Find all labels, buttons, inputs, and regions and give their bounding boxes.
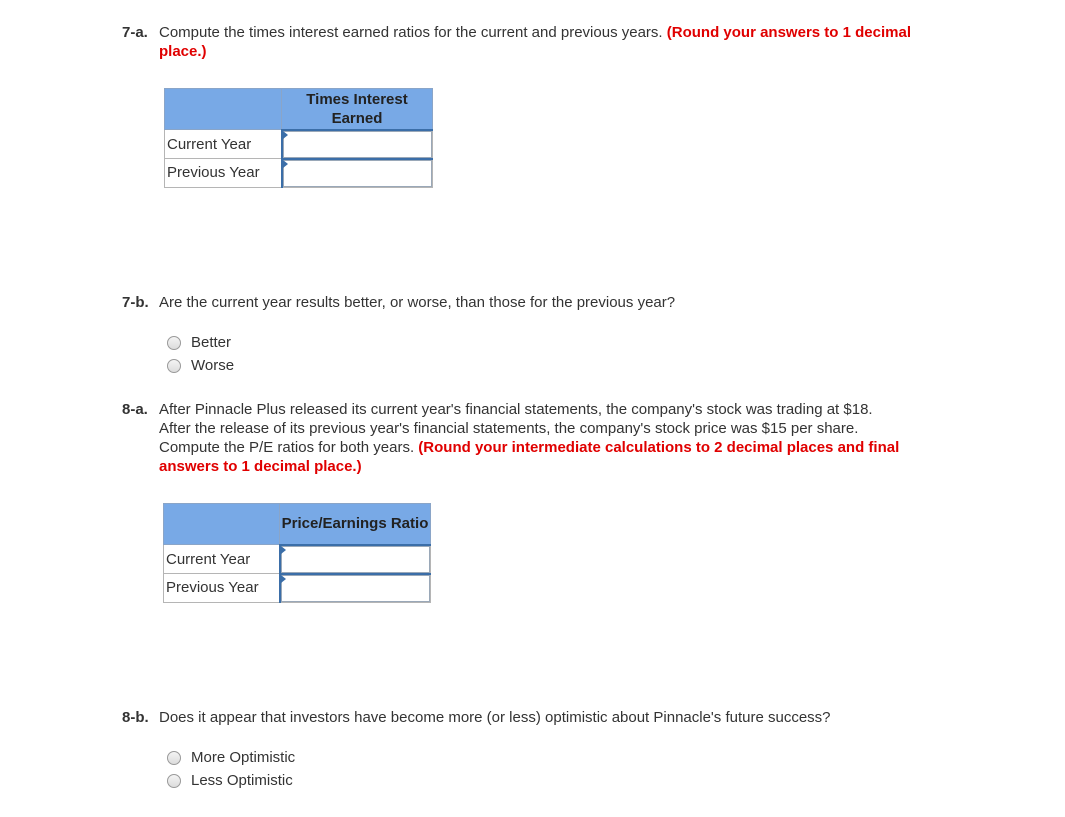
answer-cell [280,574,431,603]
current-year-pe-input[interactable] [281,546,431,573]
table-header-blank [165,89,282,130]
radio-button[interactable] [167,751,181,765]
row-label: Previous Year [165,159,282,188]
input-marker-icon [281,575,286,583]
row-label: Previous Year [164,574,280,603]
column-header: Price/Earnings Ratio [280,504,431,545]
input-marker-icon [281,546,286,554]
question-prompt: After Pinnacle Plus released its current year's financial statements, the company's stock was trading at $18. After the release of its previous year's financial statements, the company's stock price was $15 per share. Compute the P/E ratios for both years. [159,401,873,456]
question-8b [122,708,912,727]
radio-option-less-optimistic[interactable] [167,769,295,792]
radio-button[interactable] [167,774,181,788]
question-text: Does it appear that investors have become more (or less) optimistic about Pinnacle's future success? [159,709,831,726]
input-marker-icon [283,131,288,139]
question-7a [122,23,912,61]
question-prompt: Compute the times interest earned ratios for the current and previous years. [159,24,663,41]
answer-cell [282,130,433,159]
row-label: Current Year [165,130,282,159]
radio-option-better[interactable] [167,331,234,354]
question-7b [122,293,912,312]
question-number: 8-b. [122,709,149,726]
table-row [164,574,431,603]
answer-cell [282,159,433,188]
rounding-hint: (Round your answers to 1 decimal place.) [159,24,911,60]
question-text [159,23,912,61]
question-number: 7-a. [122,24,148,41]
question-8a [122,400,902,476]
radio-button[interactable] [167,359,181,373]
radio-group-8b [167,746,295,792]
row-label: Current Year [164,545,280,574]
radio-option-more-optimistic[interactable] [167,746,295,769]
question-number: 8-a. [122,401,148,418]
column-header: Times Interest Earned [282,89,433,130]
question-text [159,400,902,476]
table-row [165,159,433,188]
table-header-blank [164,504,280,545]
radio-label: Better [191,334,232,351]
radio-label: Less Optimistic [191,772,293,789]
answer-cell [280,545,431,574]
input-marker-icon [283,160,288,168]
previous-year-tie-input[interactable] [283,160,433,187]
radio-label: Worse [191,357,235,374]
answer-table-7a [164,88,433,188]
radio-option-worse[interactable] [167,354,234,377]
radio-label: More Optimistic [191,749,296,766]
question-number: 7-b. [122,294,149,311]
table-row [164,545,431,574]
table-row [165,130,433,159]
previous-year-pe-input[interactable] [281,575,431,602]
radio-group-7b [167,331,234,377]
current-year-tie-input[interactable] [283,131,433,158]
radio-button[interactable] [167,336,181,350]
question-text: Are the current year results better, or worse, than those for the previous year? [159,294,676,311]
rounding-hint: (Round your intermediate calculations to 2 decimal places and final answers to 1 decimal place.) [159,439,900,475]
answer-table-8a [163,503,431,603]
